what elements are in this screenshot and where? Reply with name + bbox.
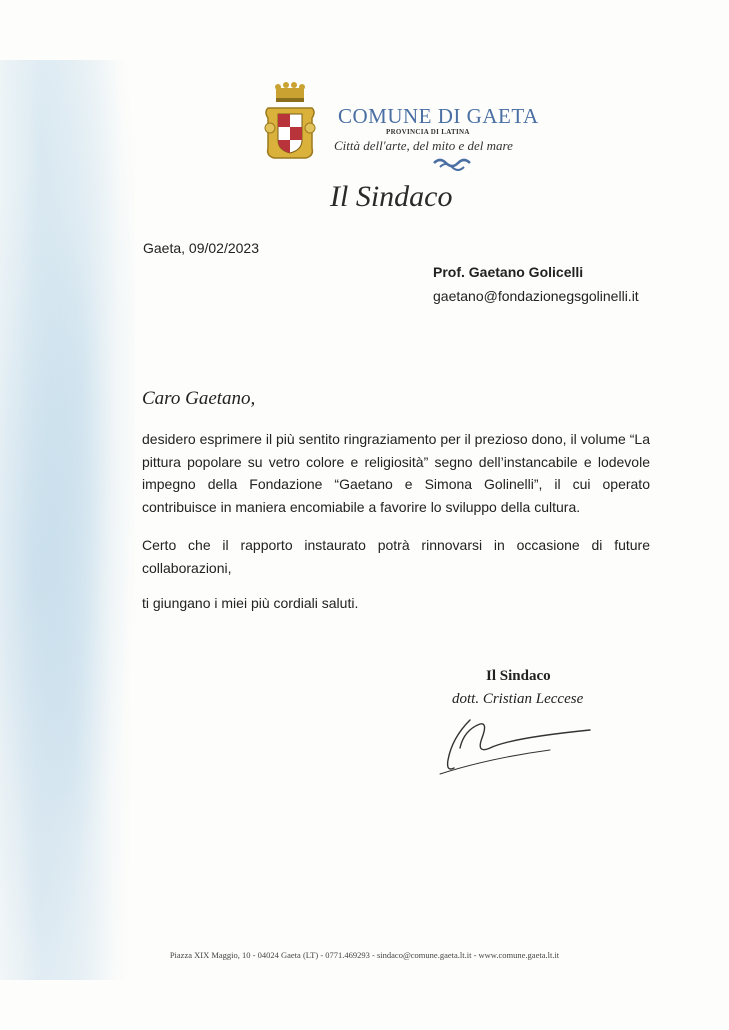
- office-heading: Il Sindaco: [330, 180, 453, 213]
- footer-address: Piazza XIX Maggio, 10 - 04024 Gaeta (LT) - 0771.469293 - sindaco@comune.gaeta.lt.it - www.comune.gaeta.lt.it: [169, 950, 560, 960]
- body-paragraph-3: ti giungano i miei più cordiali saluti.: [142, 595, 359, 611]
- comune-name: COMUNE DI GAETA: [338, 104, 539, 128]
- body-paragraph-1: desidero esprimere il più sentito ringraziamento per il prezioso dono, il volume “La pittura popolare su vetro colore e religiosità” segno dell’instancabile e lodevole impegno della Fondazione “Gaetano e Simona Golinelli”, il cui operato contribuisce in maniera encomiabile a favorire lo sviluppo della cultura.: [142, 431, 650, 515]
- salutation: Caro Gaetano,: [142, 388, 256, 409]
- date-line: Gaeta, 09/02/2023: [143, 240, 259, 256]
- signature-title: Il Sindaco: [486, 668, 551, 684]
- recipient-name: Prof. Gaetano Golicelli: [433, 264, 584, 280]
- letterhead: [262, 82, 562, 172]
- paper-watermark: [0, 60, 135, 980]
- wave-flourish-icon: [432, 155, 472, 171]
- motto: Città dell'arte, del mito e del mare: [334, 138, 513, 153]
- coat-of-arms-icon: [262, 82, 318, 168]
- recipient-email: gaetano@fondazionegsgolinelli.it: [433, 288, 639, 304]
- body-paragraph-2: Certo che il rapporto instaurato potrà rinnovarsi in occasione di future collaborazioni,: [142, 537, 650, 576]
- provincia-label: PROVINCIA DI LATINA: [386, 128, 470, 136]
- handwritten-signature: [430, 708, 600, 778]
- signature-name: dott. Cristian Leccese: [452, 691, 584, 707]
